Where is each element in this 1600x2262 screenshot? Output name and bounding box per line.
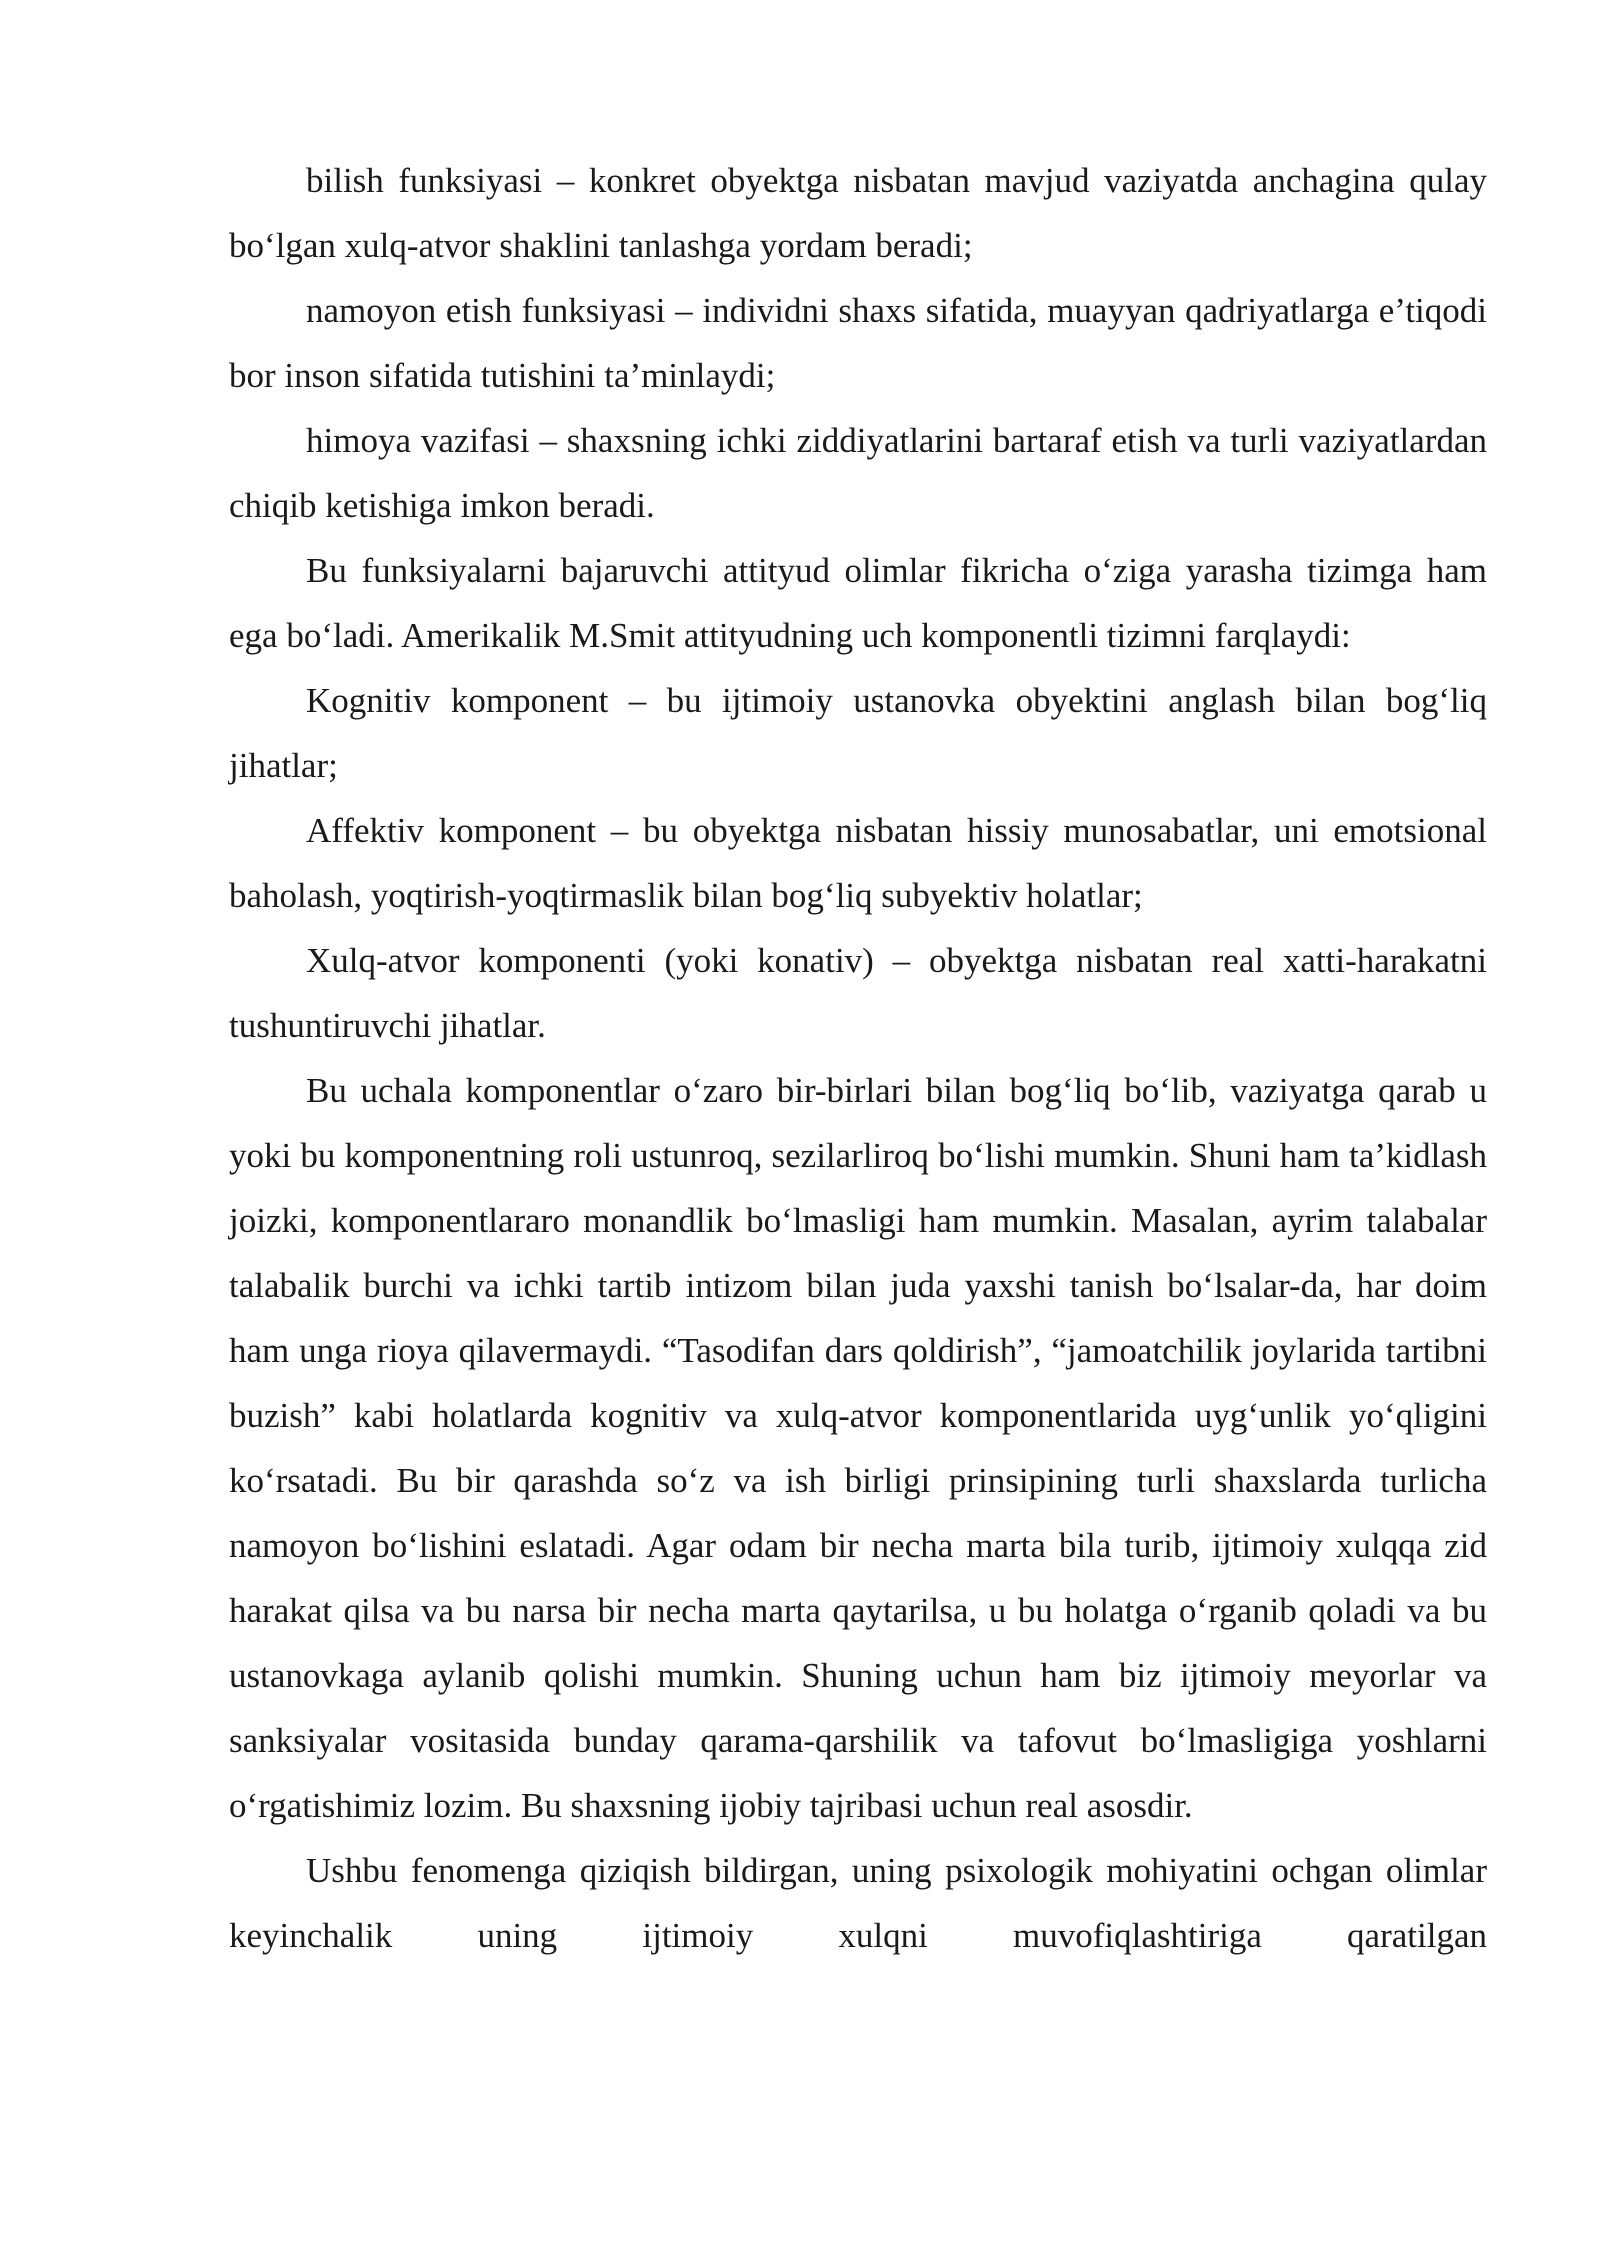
paragraph-affektiv-komponent: Affektiv komponent – bu obyektga nisbatan hissiy munosabatlar, uni emotsional baholash, yoqtirish-yoqtirmaslik bilan bog‘liq subyektiv holatlar; bbox=[229, 811, 1487, 915]
paragraph-ushbu-fenomen: Ushbu fenomenga qiziqish bildirgan, uning psixologik mohiyatini ochgan olimlar keyinchalik uning ijtimoiy xulqni muvofiqlashtiriga qaratilgan bbox=[229, 1851, 1487, 1955]
paragraph-kognitiv-komponent: Kognitiv komponent – bu ijtimoiy ustanovka obyektini anglash bilan bog‘liq jihatlar; bbox=[229, 681, 1487, 785]
paragraph-bilish-funksiyasi: bilish funksiyasi – konkret obyektga nisbatan mavjud vaziyatda anchagina qulay bo‘lgan xulq-atvor shaklini tanlashga yordam beradi; bbox=[229, 161, 1487, 265]
document-page bbox=[229, 148, 1487, 1968]
paragraph-himoya-vazifasi: himoya vazifasi – shaxsning ichki ziddiyatlarini bartaraf etish va turli vaziyatlardan chiqib ketishiga imkon beradi. bbox=[229, 421, 1487, 525]
paragraph-xulq-atvor-komponenti: Xulq-atvor komponenti (yoki konativ) – obyektga nisbatan real xatti-harakatni tushuntiruvchi jihatlar. bbox=[229, 941, 1487, 1045]
paragraph-attityud-tizimi: Bu funksiyalarni bajaruvchi attityud olimlar fikricha o‘ziga yarasha tizimga ham ega bo‘ladi. Amerikalik M.Smit attityudning uch komponentli tizimni farqlaydi: bbox=[229, 551, 1487, 655]
paragraph-uchala-komponentlar: Bu uchala komponentlar o‘zaro bir-birlari bilan bog‘liq bo‘lib, vaziyatga qarab u yoki bu komponentning roli ustunroq, sezilarliroq bo‘lishi mumkin. Shuni ham ta’kidlash joizki, komponentlararo monandlik bo‘lmasligi ham mumkin. Masalan, ayrim talabalar talabalik burchi va ichki tartib intizom bilan juda yaxshi tanish bo‘lsalar-da, har doim ham unga rioya qilavermaydi. “Tasodifan dars qoldirish”, “jamoatchilik joylarida tartibni buzish” kabi holatlarda kognitiv va xulq-atvor komponentlarida uyg‘unlik yo‘qligini ko‘rsatadi. Bu bir qarashda so‘z va ish birligi prinsipining turli shaxslarda turlicha namoyon bo‘lishini eslatadi. Agar odam bir necha marta bila turib, ijtimoiy xulqqa zid harakat qilsa va bu narsa bir necha marta qaytarilsa, u bu holatga o‘rganib qoladi va bu ustanovkaga aylanib qolishi mumkin. Shuning uchun ham biz ijtimoiy meyorlar va sanksiyalar vositasida bunday qarama-qarshilik va tafovut bo‘lmasligiga yoshlarni o‘rgatishimiz lozim. Bu shaxsning ijobiy tajribasi uchun real asosdir. bbox=[229, 1071, 1487, 1825]
paragraph-namoyon-etish: namoyon etish funksiyasi – individni shaxs sifatida, muayyan qadriyatlarga e’tiqodi bor inson sifatida tutishini ta’minlaydi; bbox=[229, 291, 1487, 395]
